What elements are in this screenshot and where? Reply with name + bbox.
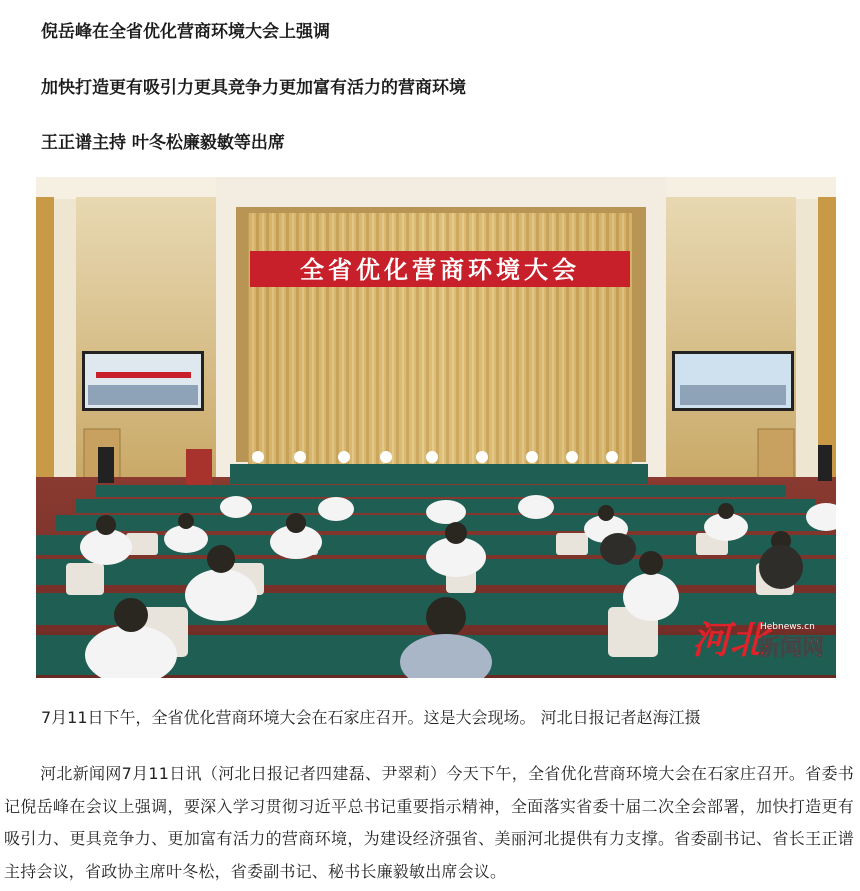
headline-sub: 加快打造更有吸引力更具竞争力更加富有活力的营商环境 xyxy=(41,78,466,98)
headline-main: 倪岳峰在全省优化营商环境大会上强调 xyxy=(41,22,330,42)
article-paragraph-text: 河北新闻网7月11日讯（河北日报记者四建磊、尹翠莉）今天下午，全省优化营商环境大会在石家庄召开。省委书记倪岳峰在会议上强调，要深入学习贯彻习近平总书记重要指示精神，全面落实省委十届二次全会部署，加快打造更有吸引力、更具竞争力、更加富有活力的营商环境，为建设经济强省、美丽河北提供有力支撑。省委副书记、省长王正谱主持会议，省政协主席叶冬松，省委副书记、秘书长廉毅敏出席会议。 xyxy=(4,764,854,881)
watermark xyxy=(692,617,824,662)
photo-caption: 7月11日下午，全省优化营商环境大会在石家庄召开。这是大会现场。 河北日报记者赵海江摄 xyxy=(41,708,701,727)
banner-text: 全省优化营商环境大会 xyxy=(300,255,580,284)
watermark-brand: 新闻网 xyxy=(758,636,825,661)
watermark-logo: 河北 xyxy=(692,617,769,662)
article-paragraph xyxy=(4,758,854,888)
headline-attendees: 王正谱主持 叶冬松廉毅敏等出席 xyxy=(41,133,285,153)
news-photo xyxy=(36,177,836,678)
watermark-domain: Hebnews.cn xyxy=(760,622,815,632)
